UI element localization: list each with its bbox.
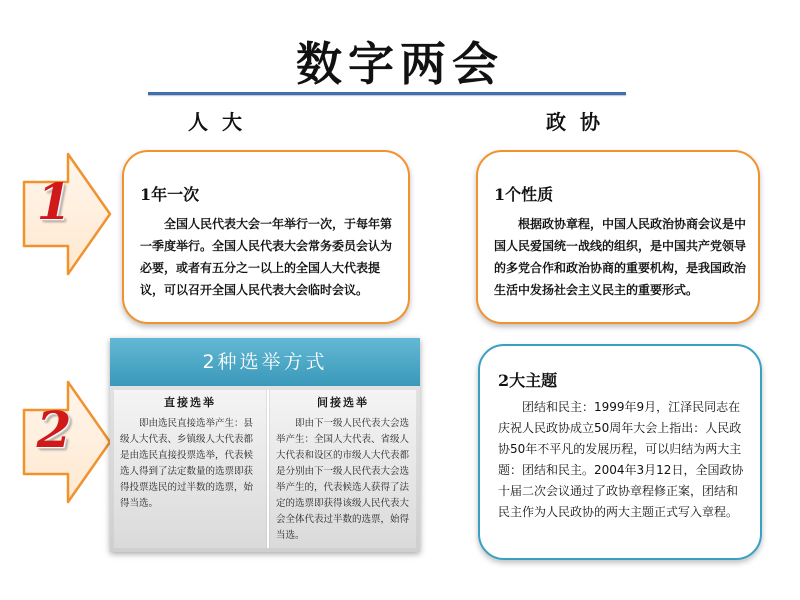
- indirect-election-text: 即由下一级人民代表大会选举产生：全国人大代表、省级人大代表和设区的市级人大代表都是分别由下一级人民代表大会选举产生的，代表候选人获得了法定的选票即获得该级人民代表大会全体代表过半数的选票，始得当选。: [276, 418, 410, 541]
- election-methods-panel: [110, 338, 420, 552]
- cppcc-themes-card: [478, 344, 762, 560]
- card-heading: 2大主题: [498, 371, 558, 390]
- column-heading-npc: 人大: [188, 110, 256, 134]
- title-underline: [148, 92, 626, 95]
- indirect-election-column: [270, 390, 416, 548]
- step-number-1: 1: [36, 172, 72, 231]
- step-number-2: 2: [36, 400, 72, 459]
- card-text: 根据政协章程，中国人民政治协商会议是中国人民爱国统一战线的组织，是中国共产党领导的多党合作和政治协商的重要机构，是我国政治生活中发扬社会主义民主的重要形式。: [494, 217, 747, 297]
- npc-frequency-card: [122, 150, 410, 324]
- card-heading: 1年一次: [140, 185, 200, 204]
- direct-election-text: 即由选民直接选举产生：县级人大代表、乡镇级人大代表都是由选民直接投票选举，代表候选人得到了法定数量的选票即获得投票选民的过半数的选票，始得当选。: [120, 418, 254, 509]
- card-text: 团结和民主：1999年9月，江泽民同志在庆祝人民政协成立50周年大会上指出：人民政协50年不平凡的发展历程，可以归结为两大主题：团结和民主。2004年3月12日，全国政协十届二次会议通过了政协章程修正案，团结和民主作为人民政协的两大主题正式写入章程。: [498, 400, 744, 519]
- card-heading: 1个性质: [494, 185, 554, 204]
- panel-divider: [267, 390, 269, 548]
- direct-election-heading: 直接选举: [164, 396, 216, 409]
- page-title: 数字两会: [296, 37, 504, 91]
- card-text: 全国人民代表大会一年举行一次，于每年第一季度举行。全国人民代表大会常务委员会认为必要，或者有五分之一以上的全国人大代表提议，可以召开全国人民代表大会临时会议。: [140, 217, 393, 297]
- column-heading-cppcc: 政协: [546, 110, 614, 134]
- direct-election-column: [114, 390, 266, 548]
- cppcc-nature-card: [476, 150, 760, 324]
- panel-title: 2种选举方式: [110, 338, 420, 386]
- indirect-election-heading: 间接选举: [317, 396, 369, 409]
